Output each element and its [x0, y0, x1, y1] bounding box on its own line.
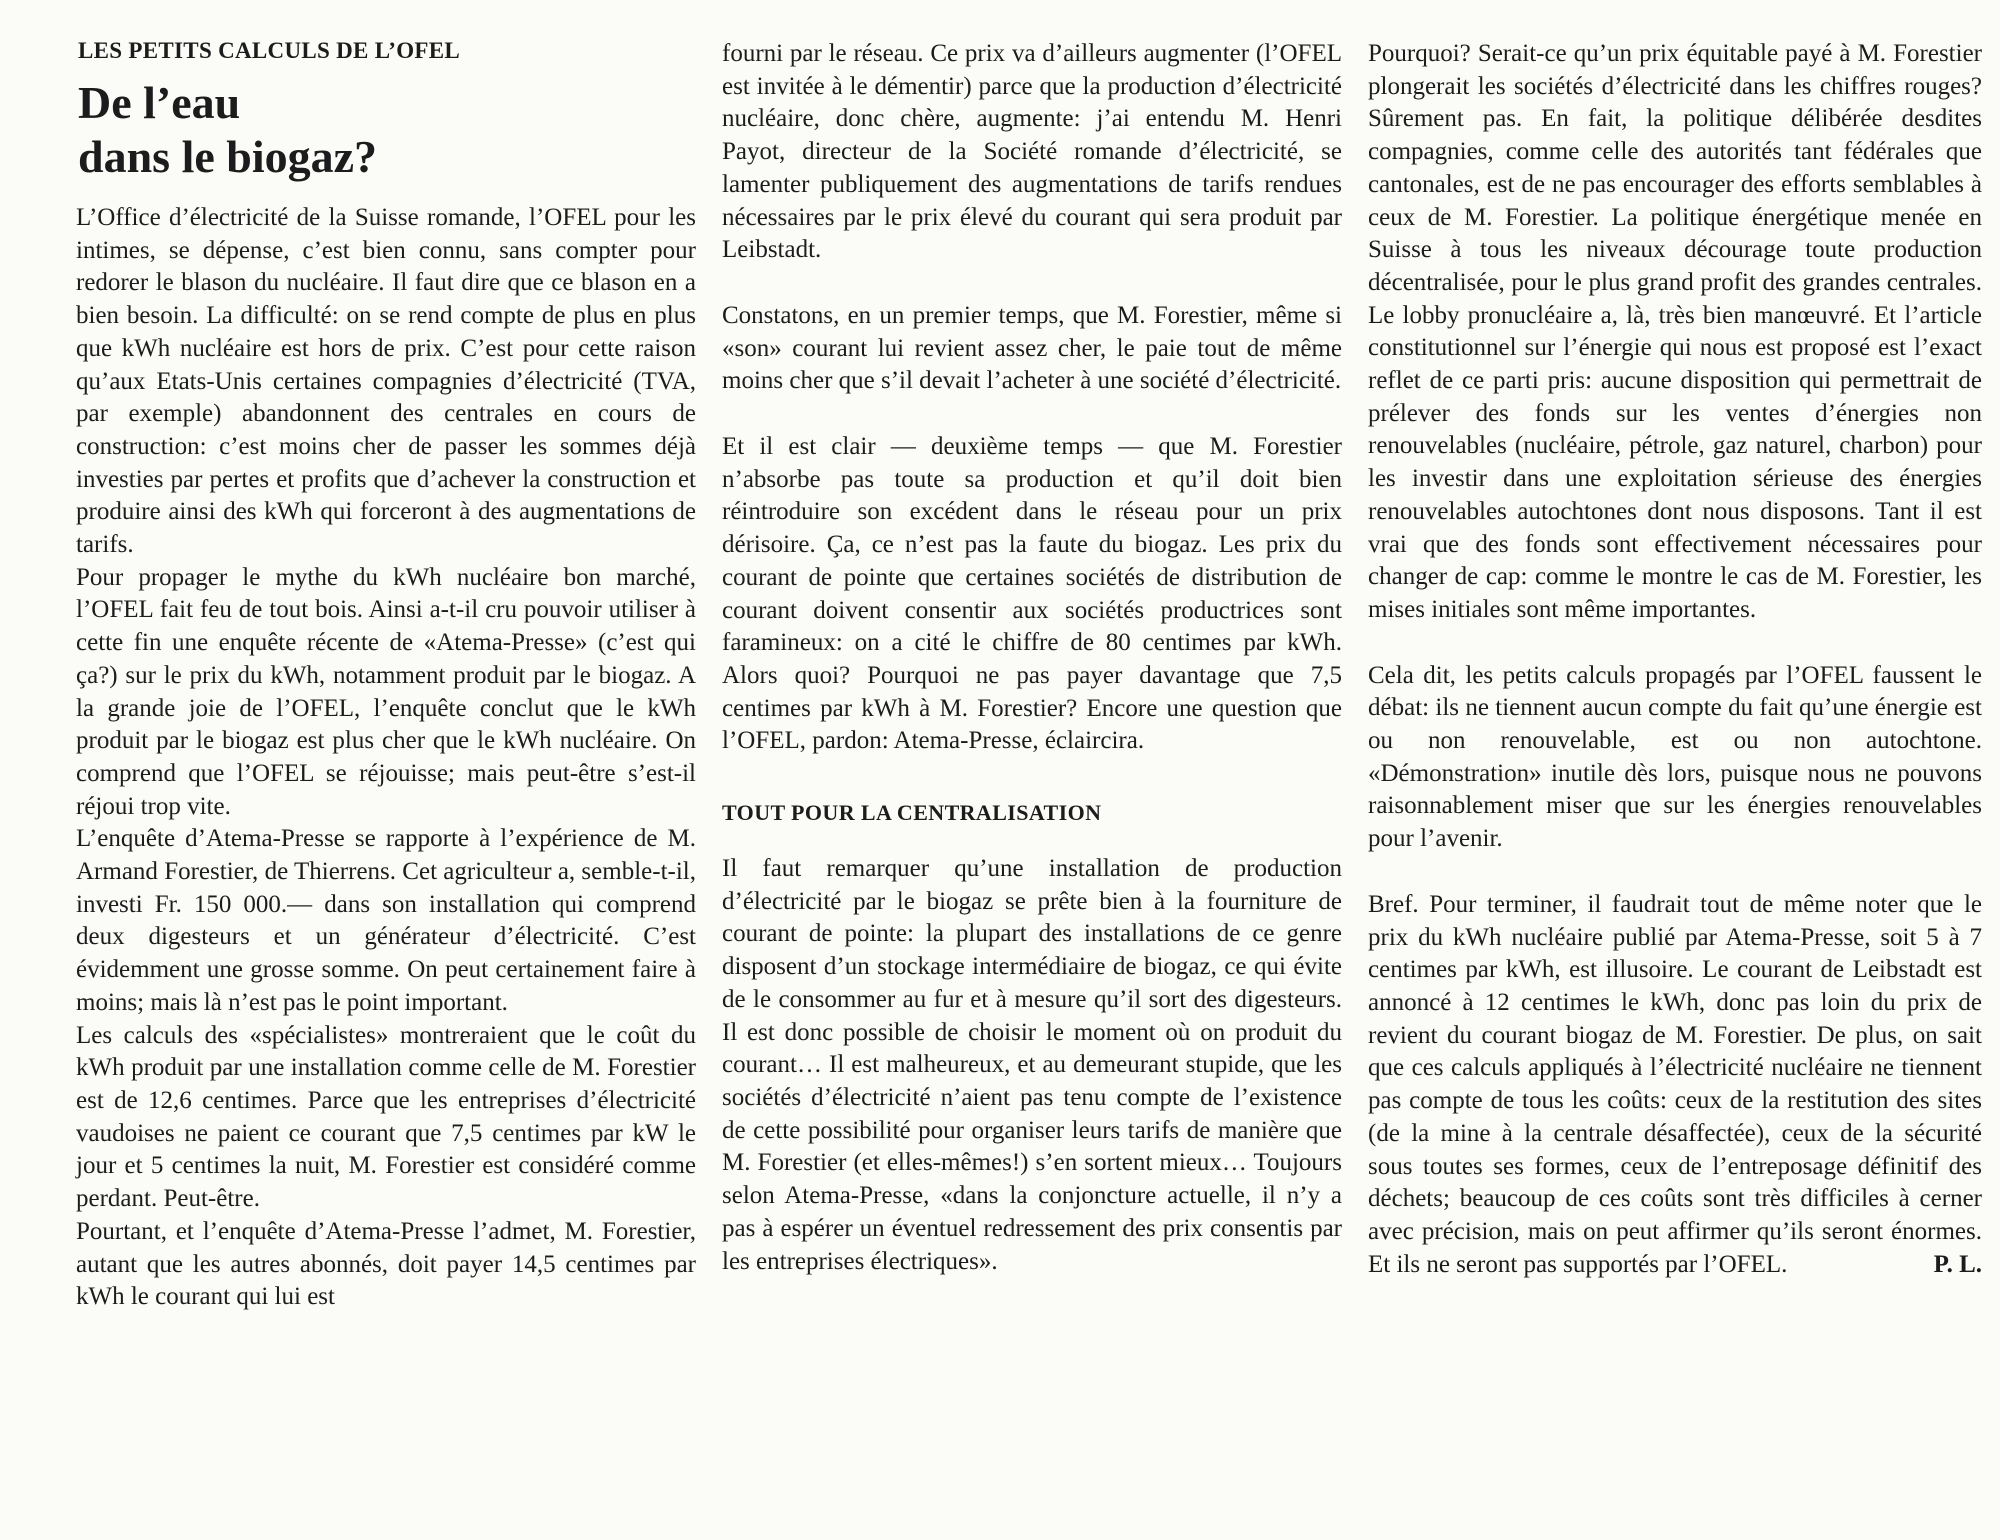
column-2: [722, 38, 1342, 1278]
paragraph: fourni par le réseau. Ce prix va d’ailleurs augmenter (l’OFEL est invitée à le démentir) parce que la production d’électricité nucléaire, donc chère, augmente: j’ai entendu M. Henri Payot, directeur de la Société romande d’électricité, se lamenter publiquement des augmentations de tarifs rendues nécessaires par le prix élevé du courant qui sera produit par Leibstadt.: [722, 40, 1342, 264]
paragraph-text: Bref. Pour terminer, il faudrait tout de même noter que le prix du kWh nucléaire publié par Atema-Presse, soit 5 à 7 centimes par kWh, est illusoire. Le courant de Leibstadt est annoncé à 12 centimes le kWh, donc pas loin du prix de revient du courant biogaz de M. Forestier. De plus, on sait que ces calculs appliqués à l’électricité nucléaire ne tiennent pas compte de tous les coûts: ceux de la restitution des sites (de la mine à la centrale désaffectée), ceux de la sécurité sous toutes ses formes, ceux de l’entreposage définitif des déchets; beaucoup de ces coûts sont très difficiles à cerner avec précision, mais on peut affirmer qu’ils seront énormes. Et ils ne seront pas supportés par l’OFEL.: [1368, 890, 1982, 1278]
column-3: [1368, 38, 1982, 1281]
paragraph: Pourquoi? Serait-ce qu’un prix équitable payé à M. Forestier plongerait les sociétés d’électricité dans les chiffres rouges? Sûrement pas. En fait, la politique délibérée desdites compagnies, comme celle des autorités tant fédérales que cantonales, est de ne pas encourager des efforts semblables à ceux de M. Forestier. La politique énergétique menée en Suisse à tous les niveaux décourage toute production décentralisée, pour le plus grand profit des grandes centrales. Le lobby pronucléaire a, là, très bien manœuvré. Et l’article constitutionnel sur l’énergie qui nous est proposé est l’exact reflet de ce parti pris: aucune disposition qui permettrait de prélever des fonds sur les ventes d’énergies non renouvelables (nucléaire, pétrole, gaz naturel, charbon) pour les investir dans une exploitation sérieuse des énergies renouvelables autochtones dont nous disposons. Tant il est vrai que des fonds sont effectivement nécessaires pour changer de cap: comme le montre le cas de M. Forestier, les mises initiales sont même importantes.: [1368, 40, 1982, 623]
headline-line-2: dans le biogaz?: [78, 131, 378, 182]
paragraph: Constatons, en un premier temps, que M. Forestier, même si «son» courant lui revient assez cher, le paie tout de même moins cher que s’il devait l’acheter à une société d’électricité.: [722, 301, 1342, 395]
paragraph: [1368, 889, 1982, 1281]
column-1: [76, 38, 696, 1314]
paragraph: Et il est clair — deuxième temps — que M. Forestier n’absorbe pas toute sa production et qu’il doit bien réintroduire son excédent dans le réseau pour un prix dérisoire. Ça, ce n’est pas la faute du biogaz. Les prix du courant de pointe que certaines sociétés de distribution de courant doivent consentir aux sociétés productrices sont faramineux: on a cité le chiffre de 80 centimes par kWh. Alors quoi? Pourquoi ne pas payer davantage que 7,5 centimes par kWh à M. Forestier? Encore une question que l’OFEL, pardon: Atema-Presse, éclaircira.: [722, 433, 1342, 755]
paragraph: Pourtant, et l’enquête d’Atema-Presse l’admet, M. Forestier, autant que les autres abonnés, doit payer 14,5 centimes par kWh le courant qui lui est: [76, 1217, 696, 1311]
paragraph: L’enquête d’Atema-Presse se rapporte à l’expérience de M. Armand Forestier, de Thierrens. Cet agriculteur a, semble-t-il, investi Fr. 150 000.— dans son installation qui comprend deux digesteurs et un générateur d’électricité. C’est évidemment une grosse somme. On peut certainement faire à moins; mais là n’est pas le point important.: [76, 825, 696, 1016]
author-signoff: P. L.: [1933, 1250, 1982, 1278]
kicker: LES PETITS CALCULS DE L’OFEL: [78, 38, 461, 63]
paragraph: L’Office d’électricité de la Suisse romande, l’OFEL pour les intimes, se dépense, c’est bien connu, sans compter pour redorer le blason du nucléaire. Il faut dire que ce blason en a bien besoin. La difficulté: on se rend compte de plus en plus que kWh nucléaire est hors de prix. C’est pour cette raison qu’aux Etats-Unis certaines compagnies d’électricité (TVA, par exemple) abandonnent des centrales en cours de construction: c’est moins cher de passer les sommes déjà investies par pertes et profits que d’achever la construction et produire ainsi des kWh qui forceront à des augmentations de tarifs.: [76, 204, 696, 559]
paragraph: Il faut remarquer qu’une installation de production d’électricité par le biogaz se prête bien à la fourniture de courant de pointe: la plupart des installations de ce genre disposent d’un stockage intermédiaire de biogaz, ce qui évite de le consommer au fur et à mesure qu’il sort des digesteurs. Il est donc possible de choisir le moment où on produit du courant… Il est malheureux, et au demeurant stupide, que les sociétés d’électricité n’aient pas tenu compte de l’existence de cette possibilité pour organiser leurs tarifs de manière que M. Forestier (et elles-mêmes!) s’en sortent mieux… Toujours selon Atema-Presse, «dans la conjoncture actuelle, il n’y a pas à espérer un éventuel redressement des prix consentis par les entreprises électriques».: [722, 855, 1342, 1275]
section-subheading: TOUT POUR LA CENTRALISATION: [722, 800, 1102, 826]
headline-line-1: De l’eau: [78, 77, 241, 128]
headline: [78, 76, 696, 184]
paragraph: Pour propager le mythe du kWh nucléaire bon marché, l’OFEL fait feu de tout bois. Ainsi a-t-il cru pouvoir utiliser à cette fin une enquête récente de «Atema-Presse» (c’est qui ça?) sur le prix du kWh, notamment produit par le biogaz. A la grande joie de l’OFEL, l’enquête conclut que le kWh produit par le biogaz est plus cher que le kWh nucléaire. On comprend que l’OFEL se réjouisse; mais peut-être s’est-il réjoui trop vite.: [76, 563, 696, 820]
paragraph: Les calculs des «spécialistes» montreraient que le coût du kWh produit par une installation comme celle de M. Forestier est de 12,6 centimes. Parce que les entreprises d’électricité vaudoises ne paient ce courant que 7,5 centimes par kW le jour et 5 centimes la nuit, M. Forestier est considéré comme perdant. Peut-être.: [76, 1021, 696, 1213]
paragraph: Cela dit, les petits calculs propagés par l’OFEL faussent le débat: ils ne tiennent aucun compte du fait qu’une énergie est ou non renouvelable, est ou non autochtone. «Démonstration» inutile dès lors, puisque nous ne pouvons raisonnablement miser que sur les énergies renouvelables pour l’avenir.: [1368, 661, 1982, 853]
